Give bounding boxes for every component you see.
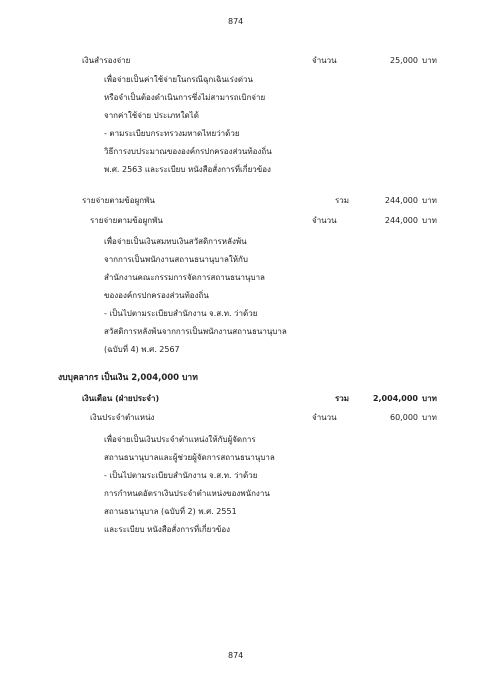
- reserve-title: เงินสำรองจ่าย: [82, 56, 131, 65]
- reserve-amount: 25,000: [390, 56, 418, 65]
- binding-desc-line: - เป็นไปตามระเบียบสำนักงาน จ.ส.ท. ว่าด้วย: [104, 309, 258, 318]
- binding-total-label: รวม: [335, 196, 350, 205]
- binding-sub-unit: บาท: [422, 216, 437, 225]
- binding-desc-line: สวัสดิการหลังพ้นจากการเป็นพนักงานสถานธนานุบาล: [104, 327, 287, 336]
- salary-total-unit: บาท: [422, 394, 437, 403]
- reserve-qty-label: จำนวน: [312, 56, 337, 65]
- salary-title: เงินเดือน (ฝ่ายประจำ): [82, 394, 160, 403]
- binding-sub-amount: 244,000: [384, 216, 418, 225]
- binding-desc-line: ขององค์กรปกครองส่วนท้องถิ่น: [104, 291, 209, 300]
- page-number-top: 874: [228, 17, 244, 26]
- binding-total-amount: 244,000: [384, 196, 418, 205]
- salary-total-label: รวม: [335, 394, 350, 403]
- binding-sub-title: รายจ่ายตามข้อผูกพัน: [90, 216, 163, 225]
- position-allowance-amount: 60,000: [390, 413, 418, 422]
- personnel-desc-line: - เป็นไปตามระเบียบสำนักงาน จ.ส.ท. ว่าด้วย: [104, 471, 258, 480]
- page-number-bottom: 874: [228, 651, 244, 660]
- binding-desc-line: (ฉบับที่ 4) พ.ศ. 2567: [104, 345, 180, 354]
- position-allowance-title: เงินประจำตำแหน่ง: [90, 413, 155, 422]
- reserve-desc-line: วิธีการงบประมาณขององค์กรปกครองส่วนท้องถิ่น: [104, 147, 272, 156]
- salary-total-amount: 2,004,000: [372, 394, 418, 403]
- position-allowance-unit: บาท: [422, 413, 437, 422]
- reserve-desc-line: เพื่อจ่ายเป็นค่าใช้จ่ายในกรณีฉุกเฉินเร่งด่วน: [104, 75, 253, 84]
- personnel-desc-line: และระเบียบ หนังสือสั่งการที่เกี่ยวข้อง: [104, 525, 231, 534]
- reserve-desc-line: หรือจำเป็นต้องดำเนินการซึ่งไม่สามารถเบิกจ่าย: [104, 93, 266, 102]
- personnel-desc-line: เพื่อจ่ายเป็นเงินประจำตำแหน่งให้กับผู้จัดการ: [104, 435, 256, 444]
- personnel-desc-line: สถานธนานุบาลและผู้ช่วยผู้จัดการสถานธนานุบาล: [104, 453, 275, 462]
- binding-total-unit: บาท: [422, 196, 437, 205]
- reserve-desc-line: - ตามระเบียบกระทรวงมหาดไทยว่าด้วย: [104, 129, 240, 138]
- reserve-unit: บาท: [422, 56, 437, 65]
- binding-desc-line: จากการเป็นพนักงานสถานธนานุบาลให้กับ: [104, 255, 248, 264]
- reserve-desc-line: จากค่าใช้จ่าย ประเภทใดได้: [104, 111, 199, 120]
- binding-desc-line: เพื่อจ่ายเป็นเงินสมทบเงินสวัสดิการหลังพ้น: [104, 237, 247, 246]
- reserve-desc-line: พ.ศ. 2563 และระเบียบ หนังสือสั่งการที่เกี่ยวข้อง: [104, 165, 271, 174]
- binding-desc-line: สำนักงานคณะกรรมการจัดการสถานธนานุบาล: [104, 273, 265, 282]
- personnel-desc-line: การกำหนดอัตราเงินประจำตำแหน่งของพนักงาน: [104, 489, 270, 498]
- personnel-heading: งบบุคลากร เป็นเงิน 2,004,000 บาท: [58, 373, 198, 383]
- position-allowance-qty-label: จำนวน: [312, 413, 337, 422]
- binding-title: รายจ่ายตามข้อผูกพัน: [82, 196, 155, 205]
- personnel-desc-line: สถานธนานุบาล (ฉบับที่ 2) พ.ศ. 2551: [104, 507, 237, 516]
- binding-qty-label: จำนวน: [312, 216, 337, 225]
